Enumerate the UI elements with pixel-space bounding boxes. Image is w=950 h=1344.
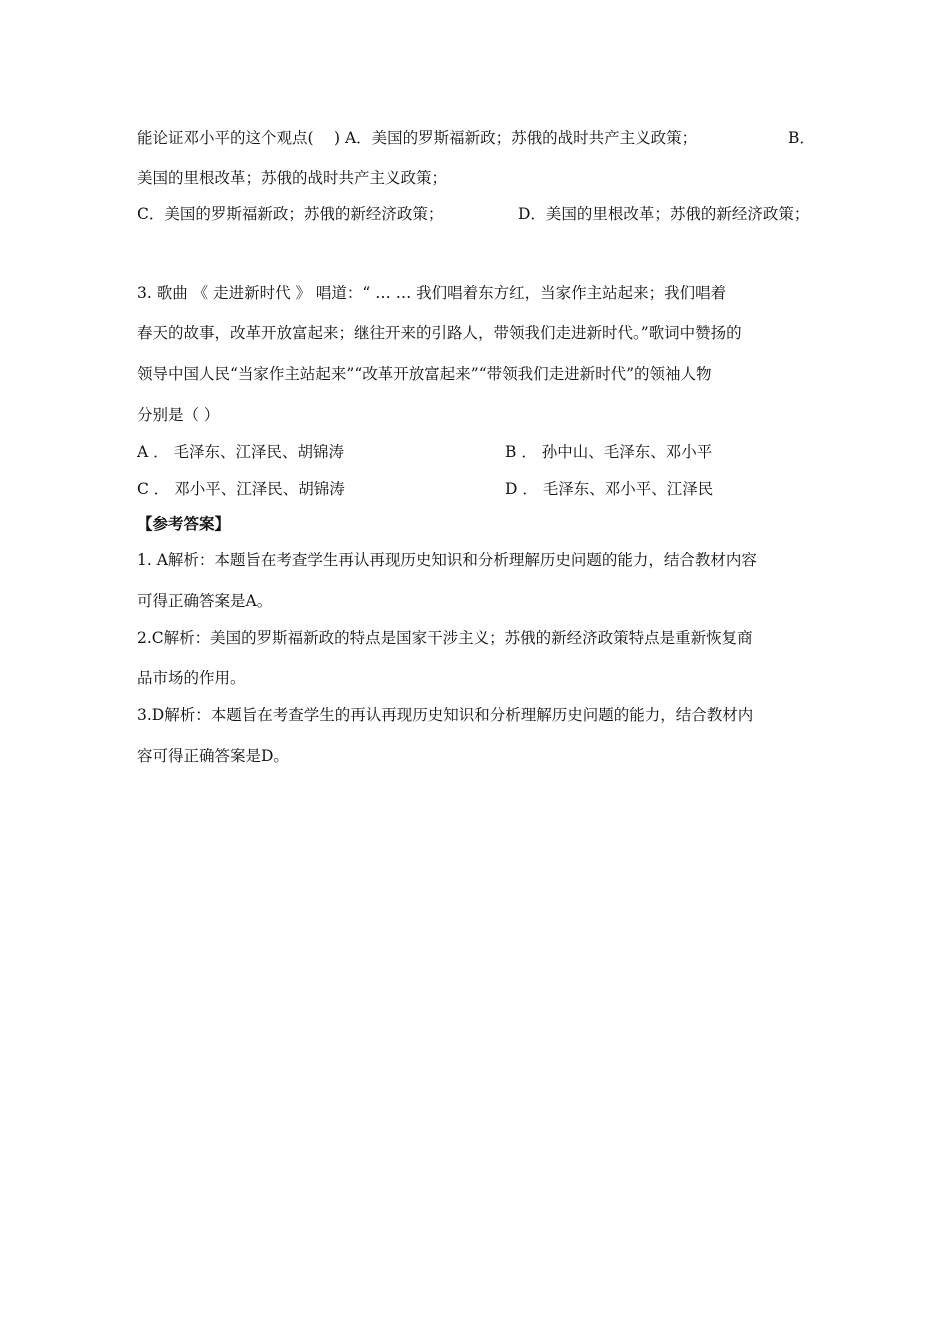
answer-3-line-2: 容可得正确答案是D。 xyxy=(137,747,289,765)
answers-heading: 【参考答案】 xyxy=(137,514,231,533)
q2-option-a: A．美国的罗斯福新政；苏俄的战时共产主义政策； xyxy=(344,129,698,147)
q2-option-c: C．美国的罗斯福新政；苏俄的新经济政策； xyxy=(137,205,444,223)
q3-option-b: B ． 孙中山、毛泽东、邓小平 xyxy=(505,443,713,461)
answer-1-line-2: 可得正确答案是A。 xyxy=(137,592,273,610)
q2-stem-text: 能论证邓小平的这个观点( ) xyxy=(137,129,345,147)
q3-option-c: C ． 邓小平、江泽民、胡锦涛 xyxy=(137,480,345,498)
q3-stem-line-1: 3. 歌曲 《 走进新时代 》 唱道：“ … … 我们唱着东方红，当家作主站起来；我们唱着 xyxy=(137,284,727,302)
q3-stem-line-3: 领导中国人民“当家作主站起来”“改革开放富起来”“带领我们走进新时代”的领袖人物 xyxy=(137,365,712,383)
answer-1-line-1: 1. A解析：本题旨在考查学生再认再现历史知识和分析理解历史问题的能力，结合教材内容 xyxy=(137,551,757,569)
answer-2-line-2: 品市场的作用。 xyxy=(137,669,246,687)
q2-option-d: D．美国的里根改革；苏俄的新经济政策； xyxy=(518,205,810,223)
q3-stem-line-2: 春天的故事，改革开放富起来；继往开来的引路人，带领我们走进新时代。”歌词中赞扬的 xyxy=(137,324,742,342)
q2-option-b-label: B． xyxy=(788,129,815,147)
q3-option-a: A ． 毛泽东、江泽民、胡锦涛 xyxy=(137,443,345,461)
answer-3-line-1: 3.D解析：本题旨在考查学生的再认再现历史知识和分析理解历史问题的能力，结合教材内 xyxy=(137,706,754,724)
q2-option-b-text: 美国的里根改革；苏俄的战时共产主义政策； xyxy=(137,169,448,187)
q2-stem-line xyxy=(137,128,697,148)
q3-option-d: D ． 毛泽东、邓小平、江泽民 xyxy=(505,480,714,498)
answer-2-line-1: 2.C解析：美国的罗斯福新政的特点是国家干涉主义；苏俄的新经济政策特点是重新恢复商 xyxy=(137,629,753,647)
q3-stem-line-4: 分别是（ ） xyxy=(137,406,220,424)
